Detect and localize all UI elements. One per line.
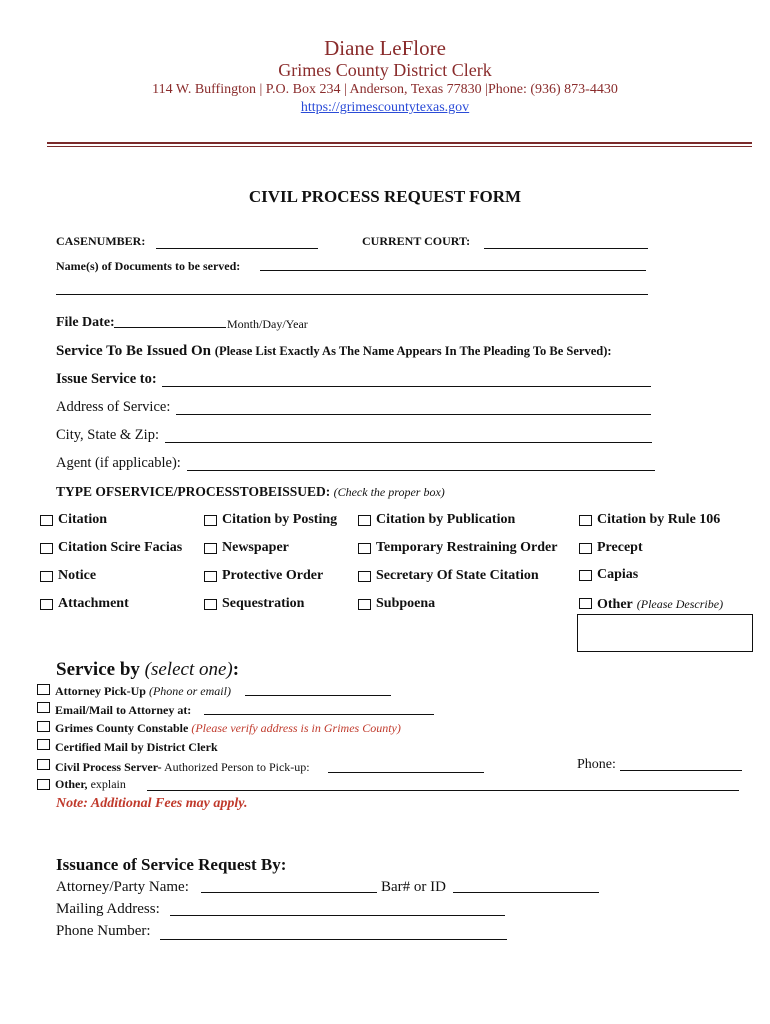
attorney-pickup-field[interactable] [245,681,391,696]
checkbox-other-service[interactable] [37,779,50,790]
service-to-heading [56,343,612,360]
checkbox-other[interactable] [579,598,592,609]
website-link[interactable]: https://grimescountytexas.gov [300,100,470,115]
option-other: Other [597,597,633,612]
case-number-label: CASENUMBER: [56,234,146,248]
constable-hint: (Please verify address is in Grimes County) [191,721,401,735]
option-notice: Notice [58,568,97,583]
checkbox-citation-by-publication[interactable] [358,515,371,526]
issue-service-field[interactable] [162,372,651,387]
checkbox-certified-mail[interactable] [37,739,50,750]
attorney-pickup-hint: (Phone or email) [148,684,231,698]
service-by-heading-text: Service by [56,659,140,680]
phone-number-field[interactable] [160,925,507,940]
checkbox-temporary-restraining-order[interactable] [358,543,371,554]
agent-label: Agent (if applicable): [56,455,181,471]
email-mail-field[interactable] [204,700,434,715]
checkbox-secretary-of-state-citation[interactable] [358,571,371,582]
checkbox-process-server[interactable] [37,759,50,770]
bar-field[interactable] [453,878,599,893]
option-capias: Capias [597,567,639,582]
process-server-label: Civil Process Server- [55,760,162,774]
checkbox-citation[interactable] [40,515,53,526]
other-describe-box[interactable] [577,614,753,652]
service-by-colon: : [232,659,240,680]
file-date-hint: Month/Day/Year [227,317,308,331]
checkbox-notice[interactable] [40,571,53,582]
bar-label: Bar# or ID [381,879,446,895]
type-of-service-heading-text: TYPE OFSERVICE/PROCESSTOBEISSUED: [56,484,331,499]
process-server-field[interactable] [328,758,484,773]
file-date-label: File Date: [56,315,115,330]
other-service-label: Other, [55,777,88,791]
option-sequestration: Sequestration [222,596,305,611]
checkbox-subpoena[interactable] [358,599,371,610]
service-to-heading-text: Service To Be Issued On [56,343,212,359]
option-other-hint: (Please Describe) [636,597,724,611]
checkbox-capias[interactable] [579,570,592,581]
checkbox-citation-by-rule-106[interactable] [579,515,592,526]
documents-field-line2[interactable] [56,280,648,295]
option-citation-by-publication: Citation by Publication [376,512,516,527]
option-protective-order: Protective Order [222,568,324,583]
checkbox-newspaper[interactable] [204,543,217,554]
address-field[interactable] [176,400,651,415]
documents-label: Name(s) of Documents to be served: [56,259,241,273]
office-title: Grimes County District Clerk [278,60,492,80]
option-citation-by-posting: Citation by Posting [222,512,338,527]
constable-row [55,721,401,736]
option-temporary-restraining-order: Temporary Restraining Order [376,540,558,555]
mailing-address-label: Mailing Address: [56,901,160,917]
checkbox-email-mail[interactable] [37,702,50,713]
office-address: 114 W. Buffington | P.O. Box 234 | Anderson, Texas 77830 |Phone: (936) 873-4430 [152,82,618,97]
current-court-field[interactable] [484,234,648,249]
checkbox-constable[interactable] [37,721,50,732]
option-citation-scire-facias: Citation Scire Facias [58,540,183,555]
option-attachment: Attachment [58,596,129,611]
phone-number-label: Phone Number: [56,923,151,939]
phone-label: Phone: [577,757,616,772]
attorney-pickup-label: Attorney Pick-Up [55,684,146,698]
issue-service-label: Issue Service to: [56,371,157,387]
option-citation: Citation [58,512,107,527]
email-mail-label: Email/Mail to Attorney at: [55,703,192,717]
form-title: CIVIL PROCESS REQUEST FORM [248,187,522,206]
city-label: City, State & Zip: [56,427,159,443]
checkbox-citation-by-posting[interactable] [204,515,217,526]
website-link-wrap [0,100,770,116]
service-by-heading-hint: (select one) [144,659,233,680]
phone-field[interactable] [620,756,742,771]
mailing-address-field[interactable] [170,901,505,916]
option-precept: Precept [597,540,643,555]
option-citation-by-rule-106: Citation by Rule 106 [597,512,721,527]
attorney-pickup-row [55,684,231,699]
documents-field[interactable] [260,256,646,271]
constable-label: Grimes County Constable [55,721,189,735]
service-to-heading-note: (Please List Exactly As The Name Appears In The Pleading To Be Served): [214,344,612,358]
issuance-heading: Issuance of Service Request By: [56,855,287,874]
agent-field[interactable] [187,456,655,471]
option-subpoena: Subpoena [376,596,436,611]
other-service-hint: explain [90,777,126,791]
checkbox-sequestration[interactable] [204,599,217,610]
option-newspaper: Newspaper [222,540,289,555]
service-by-heading [56,659,239,681]
case-number-field[interactable] [156,234,318,249]
address-label: Address of Service: [56,399,171,415]
process-server-row [55,760,310,775]
checkbox-precept[interactable] [579,543,592,554]
option-other-wrap [597,595,723,613]
city-field[interactable] [165,428,652,443]
checkbox-attorney-pickup[interactable] [37,684,50,695]
current-court-label: CURRENT COURT: [362,234,471,248]
option-secretary-of-state-citation: Secretary Of State Citation [376,568,539,583]
header-divider [47,142,752,144]
fees-note: Note: Additional Fees may apply. [56,796,248,811]
other-service-field[interactable] [147,776,739,791]
type-of-service-hint: (Check the proper box) [333,485,445,499]
checkbox-attachment[interactable] [40,599,53,610]
process-server-hint: Authorized Person to Pick-up: [163,760,310,774]
attorney-name-label: Attorney/Party Name: [56,879,189,895]
clerk-name: Diane LeFlore [324,36,446,60]
other-service-row [55,777,126,792]
type-of-service-heading [56,484,445,500]
checkbox-citation-scire-facias[interactable] [40,543,53,554]
attorney-name-field[interactable] [201,878,377,893]
certified-mail-label: Certified Mail by District Clerk [55,740,218,754]
checkbox-protective-order[interactable] [204,571,217,582]
header-divider-2 [47,146,752,147]
file-date-field[interactable] [114,313,226,328]
